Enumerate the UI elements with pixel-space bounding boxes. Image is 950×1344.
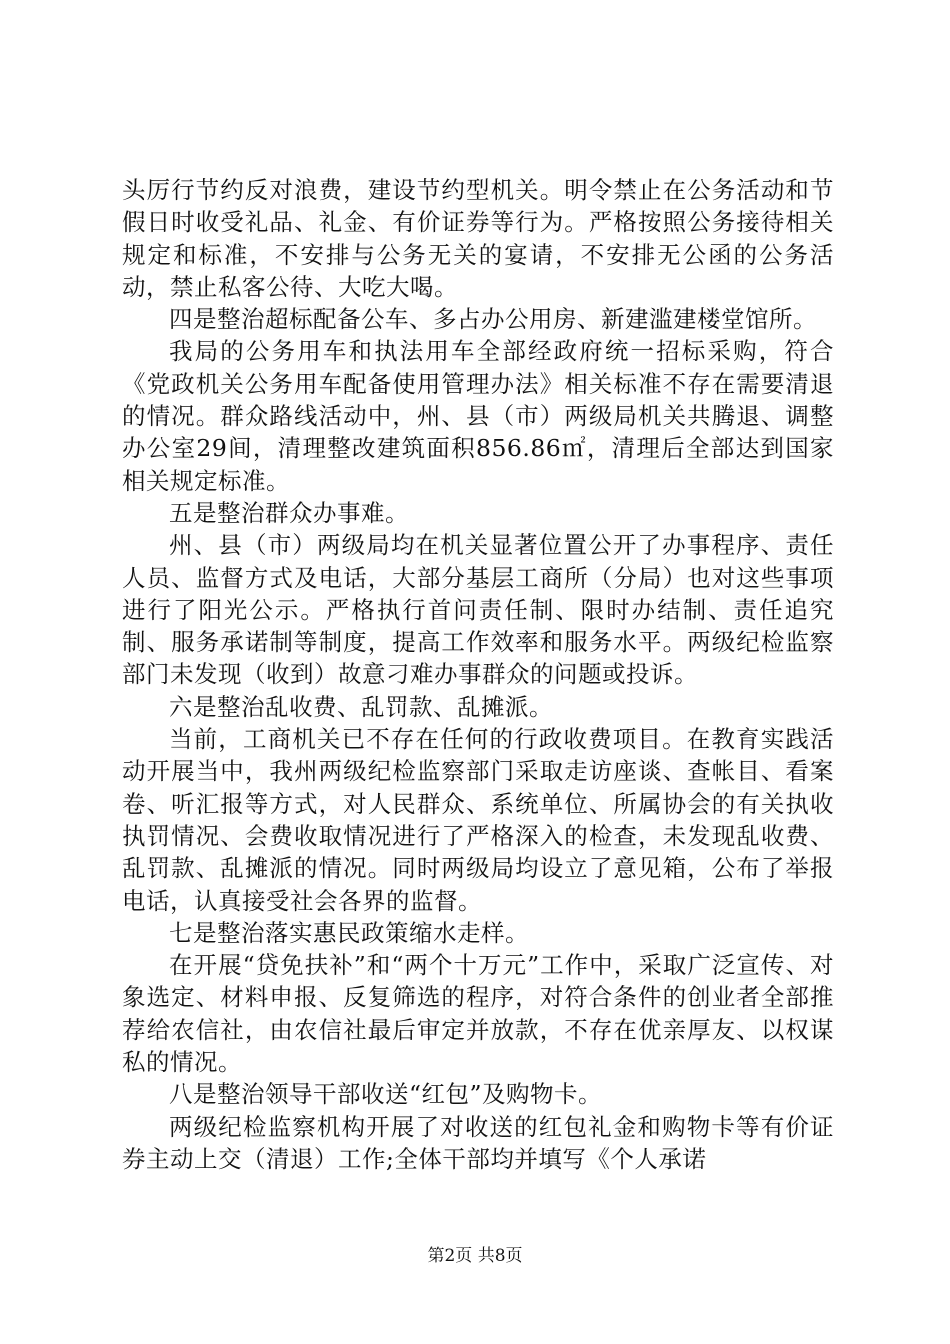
section-heading: 八是整治领导干部收送“红包”及购物卡。 <box>169 1080 603 1109</box>
document-body <box>122 174 834 1175</box>
paragraph: 两级纪检监察机构开展了对收送的红包礼金和购物卡等有价证券主动上交（清退）工作;全体干部均并填写《个人承诺 <box>122 1112 834 1173</box>
section-heading: 五是整治群众办事难。 <box>169 498 409 527</box>
paragraph: 当前，工商机关已不存在任何的行政收费项目。在教育实践活动开展当中，我州两级纪检监察部门采取走访座谈、查帐目、看案卷、听汇报等方式，对人民群众、系统单位、所属协会的有关执收执罚情况、会费收取情况进行了严格深入的检查，未发现乱收费、乱罚款、乱摊派的情况。同时两级局均设立了意见箱，公布了举报电话，认真接受社会各界的监督。 <box>122 725 834 915</box>
section-heading: 七是整治落实惠民政策缩水走样。 <box>169 918 529 947</box>
paragraph: 在开展“贷免扶补”和“两个十万元”工作中，采取广泛宣传、对象选定、材料申报、反复筛选的程序，对符合条件的创业者全部推荐给农信社，由农信社最后审定并放款，不存在优亲厚友、以权谋私的情况。 <box>122 951 834 1077</box>
page-number-label: 第2页 共8页 <box>427 1246 523 1266</box>
section-heading: 六是整治乱收费、乱罚款、乱摊派。 <box>169 692 553 721</box>
paragraph: 州、县（市）两级局均在机关显著位置公开了办事程序、责任人员、监督方式及电话，大部分基层工商所（分局）也对这些事项进行了阳光公示。严格执行首问责任制、限时办结制、责任追究制、服务承诺制等制度，提高工作效率和服务水平。两级纪检监察部门未发现（收到）故意刁难办事群众的问题或投诉。 <box>122 531 834 689</box>
paragraph: 我局的公务用车和执法用车全部经政府统一招标采购，符合《党政机关公务用车配备使用管理办法》相关标准不存在需要清退的情况。群众路线活动中，州、县（市）两级局机关共腾退、调整办公室29间，清理整改建筑面积856.86㎡，清理后全部达到国家相关规定标准。 <box>122 337 834 495</box>
paragraph: 头厉行节约反对浪费，建设节约型机关。明令禁止在公务活动和节假日时收受礼品、礼金、有价证券等行为。严格按照公务接待相关规定和标准，不安排与公务无关的宴请，不安排无公函的公务活动，禁止私客公待、大吃大喝。 <box>122 176 834 301</box>
section-heading: 四是整治超标配备公车、多占办公用房、新建滥建楼堂馆所。 <box>169 305 817 334</box>
page-footer <box>0 1245 950 1267</box>
